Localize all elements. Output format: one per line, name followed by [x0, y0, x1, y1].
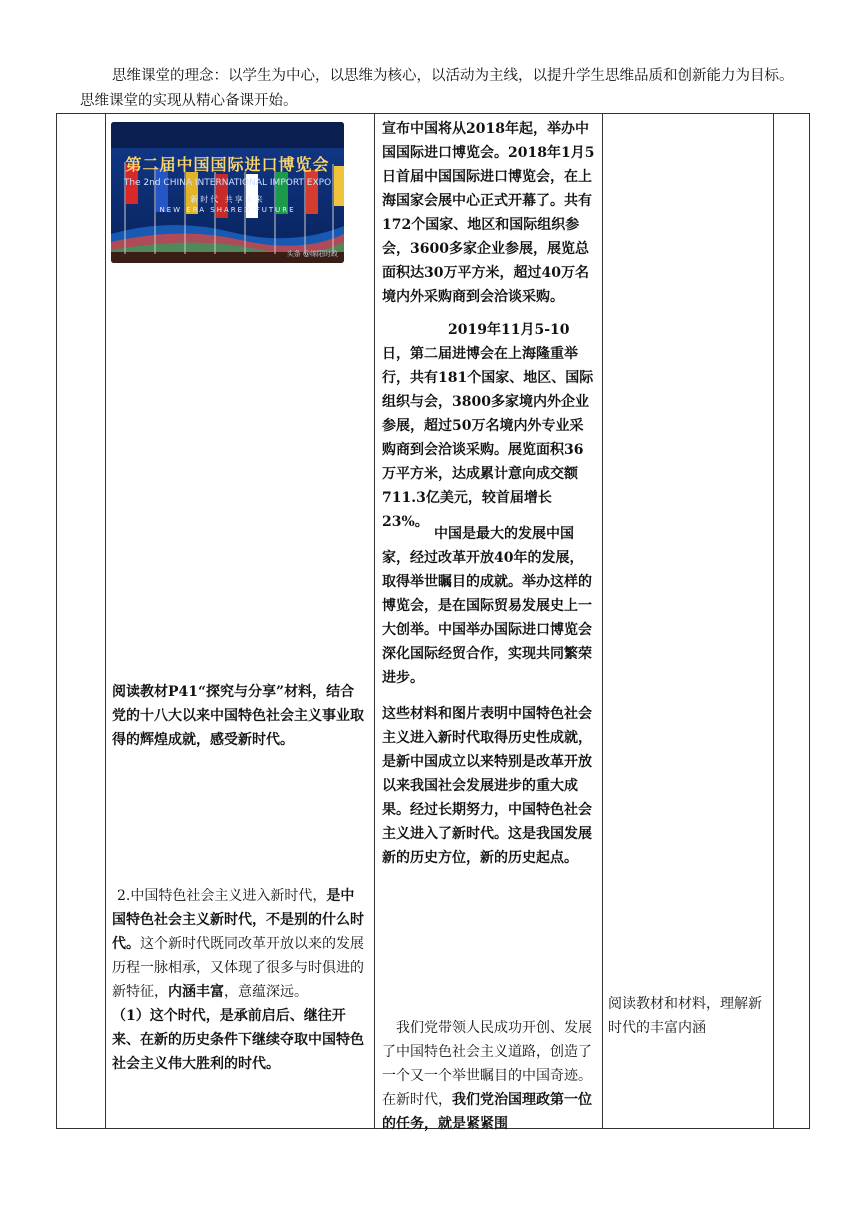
student-activity: 阅读教材和材料，理解新时代的丰富内涵: [608, 996, 762, 1036]
point-2-emphasis: 内涵丰富: [168, 984, 224, 1000]
point-2-bold-lead: 是中国特色社会主义新时代，不是别的什么时代。: [112, 888, 364, 952]
expo-photo-motto-en: NEW ERA SHARED FUTURE: [159, 206, 296, 214]
header-paragraph: 思维课堂的理念：以学生为中心，以思维为核心，以活动为主线，以提升学生思维品质和创新能力为目标。思维课堂的实现从精心备课开始。: [80, 68, 794, 109]
point-2-intro: 2.中国特色社会主义进入新时代，: [117, 888, 327, 904]
photo-watermark: 头条 @绵阳时政: [286, 250, 338, 258]
expo-photo: [111, 122, 344, 263]
expo-photo-title: 第二届中国国际进口博览会: [125, 155, 330, 174]
point-2-body: 这个新时代既同改革开放以来的发展历程一脉相承，又体现了很多与时俱进的新特征，: [112, 936, 364, 1000]
expo-photo-subtitle: The 2nd CHINA INTERNATIONAL IMPORT EXPO: [123, 178, 332, 188]
point-2: [112, 884, 366, 1076]
column-divider: [602, 114, 603, 1128]
expo-para-3: 中国是最大的发展中国家，经过改革开放40年的发展，取得举世瞩目的成就。举办这样的博览会，是在国际贸易发展史上一大创举。中国举办国际进口博览会深化国际经贸合作，实现共同繁荣进步。: [382, 526, 592, 686]
reading-task: 阅读教材P41“探究与分享”材料，结合党的十八大以来中国特色社会主义事业取得的辉煌成就，感受新时代。: [112, 684, 364, 748]
expo-stage-graphic: [111, 122, 344, 263]
expo-para-1: 宣布中国将从2018年起，举办中国国际进口博览会。2018年1月5日首届中国国际进口博览会，在上海国家会展中心正式开幕了。共有172个国家、地区和国际组织参会，3600多家企业参展，展览总面积达30万平方米，超过40万名境内外采购商到会洽谈采购。: [382, 121, 595, 305]
expo-para-2: 2019年11月5-10日，第二届进博会在上海隆重举行，共有181个国家、地区、国际组织与会，3800多家境内外企业参展，超过50万名境内外专业采购商到会洽谈采购。展览面积36万平方米，达成累计意向成交额711.3亿美元，较首届增长23%。: [382, 322, 594, 530]
material-conclusion: 这些材料和图片表明中国特色社会主义进入新时代取得历史性成就，是新中国成立以来特别是改革开放以来我国社会发展进步的重大成果。经过长期努力，中国特色社会主义进入了新时代。这是我国发展新的历史方位，新的历史起点。: [382, 706, 592, 866]
column-divider: [773, 114, 774, 1128]
point-2-sub-1: （1）这个时代，是承前启后、继往开来、在新的历史条件下继续夺取中国特色社会主义伟大胜利的时代。: [112, 1008, 364, 1072]
column-divider: [105, 114, 106, 1128]
column-divider: [374, 114, 375, 1128]
party-para-body: 我们党带领人民成功开创、发展了中国特色社会主义道路，创造了一个又一个举世瞩目的中国奇迹。在新时代，: [382, 1020, 592, 1108]
party-para-emphasis: 我们党治国理政第一位的任务，就是紧紧围: [382, 1092, 592, 1132]
party-para: [382, 1016, 596, 1136]
point-2-end: ，意蕴深远。: [224, 984, 308, 1000]
expo-photo-motto: 新时代 共享未来: [190, 195, 265, 204]
